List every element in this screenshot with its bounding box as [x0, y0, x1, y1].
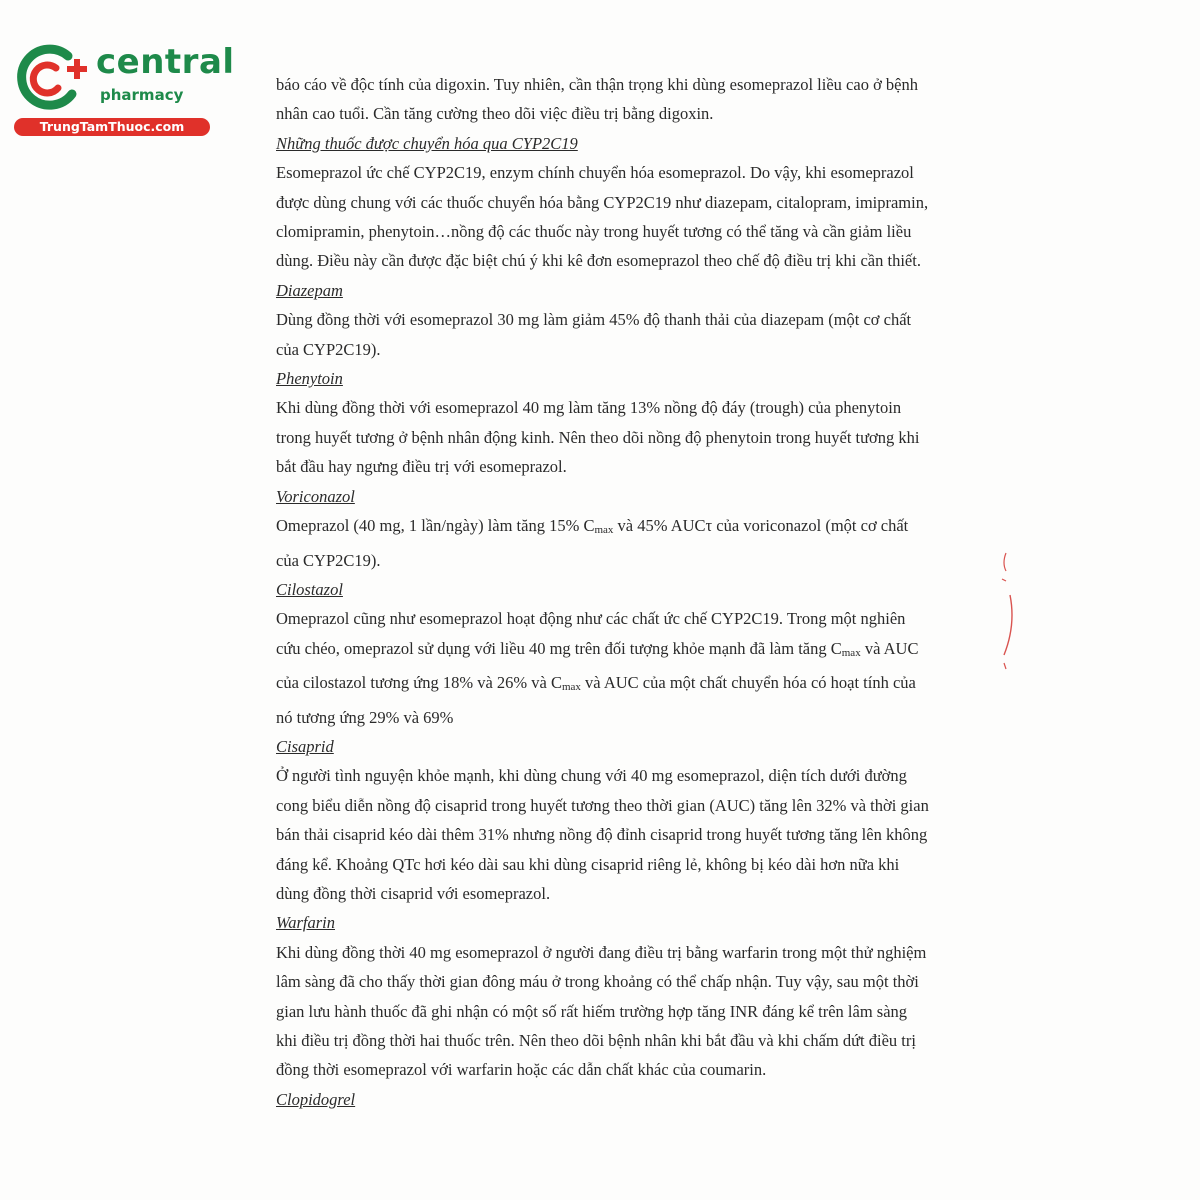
cilostazol-cmax-sub-1: max: [841, 646, 861, 659]
cilostazol-line-2b: và AUC: [860, 638, 919, 658]
logo-url-badge: TrungTamThuoc.com: [14, 118, 210, 136]
warfarin-line-1: Khi dùng đồng thời 40 mg esomeprazol ở người đang điều trị bằng warfarin trong một thử nghiệm: [276, 942, 927, 962]
logo-name: central: [96, 42, 235, 82]
logo-subtitle: pharmacy: [100, 86, 184, 104]
voriconazol-cmax-sub: max: [594, 524, 614, 537]
cisaprid-line-1: Ở người tình nguyện khỏe mạnh, khi dùng chung với 40 mg esomeprazol, diện tích dưới đường: [276, 766, 907, 786]
heading-cyp2c19: Những thuốc được chuyển hóa qua CYP2C19: [276, 133, 578, 153]
heading-cisaprid: Cisaprid: [276, 736, 334, 756]
document-body: [276, 70, 942, 1114]
cyp-line-3: clomipramin, phenytoin…nồng độ các thuốc này trong huyết tương có thể tăng và cần giảm liều: [276, 222, 912, 242]
heading-voriconazol: Voriconazol: [276, 486, 355, 506]
warfarin-line-4: khi điều trị đồng thời hai thuốc trên. Nên theo dõi bệnh nhân khi bắt đầu và khi chấm dứt điều trị: [276, 1031, 916, 1050]
heading-phenytoin: Phenytoin: [276, 369, 343, 389]
warfarin-line-5: đồng thời esomeprazol với warfarin hoặc các dẫn chất khác của coumarin.: [276, 1060, 767, 1080]
voriconazol-line-2: của CYP2C19).: [276, 550, 381, 570]
cyp-line-2: được dùng chung với các thuốc chuyển hóa bằng CYP2C19 như diazepam, citalopram, imipramin,: [276, 192, 929, 212]
cilostazol-line-4: nó tương ứng 29% và 69%: [276, 707, 454, 727]
diazepam-line-2: của CYP2C19).: [276, 339, 381, 359]
heading-clopidogrel: Clopidogrel: [276, 1089, 356, 1109]
cilostazol-line-1: Omeprazol cũng như esomeprazol hoạt động như các chất ức chế CYP2C19. Trong một nghiên: [276, 609, 906, 629]
phenytoin-line-3: bắt đầu hay ngưng điều trị với esomeprazol.: [276, 457, 567, 477]
cilostazol-line-3b: và AUC của một chất chuyển hóa có hoạt tính của: [580, 673, 916, 693]
cisaprid-line-2: cong biểu diễn nồng độ cisaprid trong huyết tương theo thời gian (AUC) tăng lên 32% và thời gian: [276, 795, 929, 815]
cisaprid-line-3: bán thải cisaprid kéo dài thêm 31% nhưng nồng độ đỉnh cisaprid trong huyết tương tăng lên không: [276, 825, 928, 845]
cyp-line-1: Esomeprazol ức chế CYP2C19, enzym chính chuyển hóa esomeprazol. Do vậy, khi esomeprazol: [276, 163, 914, 183]
phenytoin-line-1: Khi dùng đồng thời với esomeprazol 40 mg làm tăng 13% nồng độ đáy (trough) của phenytoin: [276, 398, 902, 418]
voriconazol-line-1b: và 45% AUCτ của voriconazol (một cơ chất: [613, 516, 909, 536]
heading-warfarin: Warfarin: [276, 913, 335, 933]
cilostazol-line-3: [276, 668, 942, 702]
warfarin-line-3: gian lưu hành thuốc đã ghi nhận có một số rất hiếm trường hợp tăng INR đáng kể trên lâm sàng: [276, 1001, 908, 1021]
cilostazol-line-2: [276, 634, 942, 668]
cyp-line-4: dùng. Điều này cần được đặc biệt chú ý khi kê đơn esomeprazol theo chế độ điều trị khi cần thiết.: [276, 251, 921, 271]
cisaprid-line-5: dùng đồng thời cisaprid với esomeprazol.: [276, 883, 551, 903]
cilostazol-cmax-sub-2: max: [561, 681, 581, 694]
voriconazol-line-1: [276, 511, 942, 545]
phenytoin-line-2: trong huyết tương ở bệnh nhân động kinh. Nên theo dõi nồng độ phenytoin trong huyết tương khi: [276, 427, 920, 447]
diazepam-line-1: Dùng đồng thời với esomeprazol 30 mg làm giảm 45% độ thanh thải của diazepam (một cơ chất: [276, 310, 912, 330]
pharmacy-cross-icon: [10, 38, 90, 118]
warfarin-line-2: lâm sàng đã cho thấy thời gian đông máu ở trong khoảng có thể chấp nhận. Tuy vậy, sau một thời: [276, 972, 919, 992]
cisaprid-line-4: đáng kể. Khoảng QTc hơi kéo dài sau khi dùng cisaprid riêng lẻ, không bị kéo dài hơn nữa khi: [276, 854, 900, 874]
cilostazol-line-3a: của cilostazol tương ứng 18% và 26% và C: [276, 673, 562, 693]
voriconazol-line-1a: Omeprazol (40 mg, 1 lần/ngày) làm tăng 15% C: [276, 516, 595, 536]
heading-cilostazol: Cilostazol: [276, 579, 343, 599]
cilostazol-line-2a: cứu chéo, omeprazol sử dụng với liều 40 mg trên đối tượng khỏe mạnh đã làm tăng C: [276, 638, 842, 658]
intro-line-1: báo cáo về độc tính của digoxin. Tuy nhiên, cần thận trọng khi dùng esomeprazol liều cao ở bệnh: [276, 75, 918, 94]
intro-line-2: nhân cao tuổi. Cần tăng cường theo dõi việc điều trị bằng digoxin.: [276, 104, 714, 124]
central-pharmacy-logo[interactable]: [10, 38, 235, 138]
heading-diazepam: Diazepam: [276, 280, 343, 300]
red-margin-mark: [990, 545, 1020, 685]
